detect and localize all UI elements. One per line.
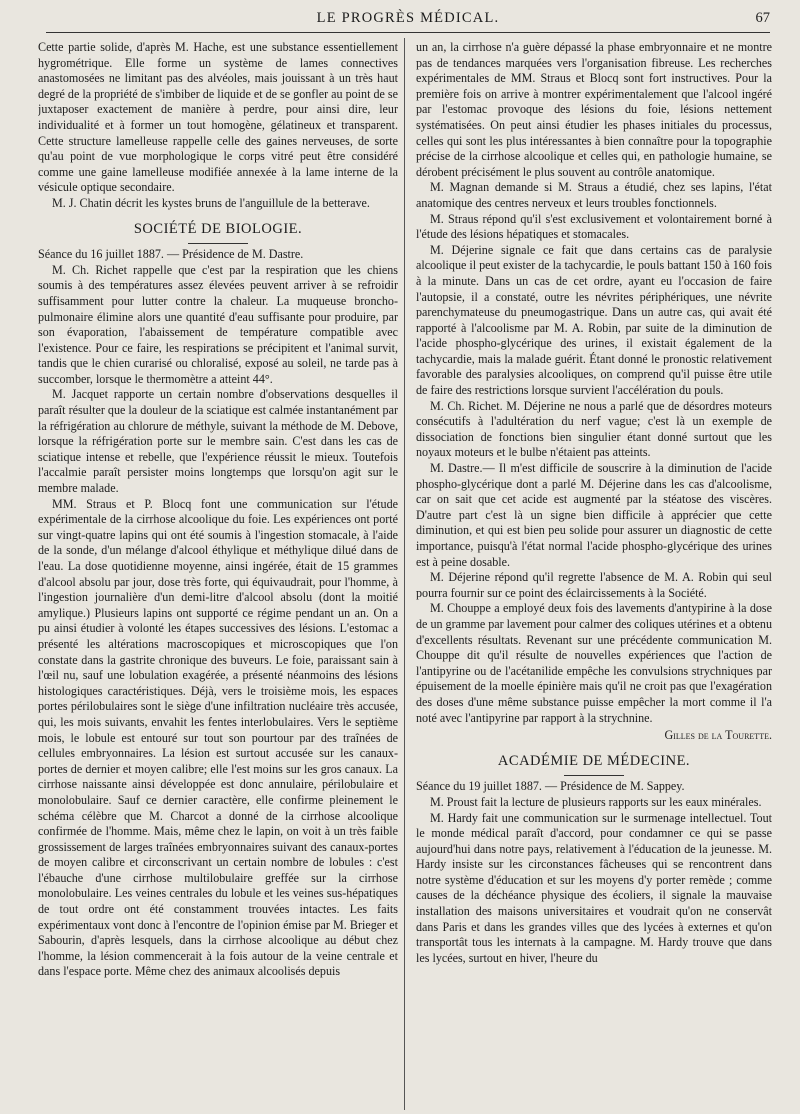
paragraph: M. Ch. Richet. M. Déjerine ne nous a parlé que de désordres moteurs consécutifs à l'adultération du nerf vague; c'est là un exemple de dissociation de fonctions bien singulier étant donné surtout que les noyaux moteurs et le bulbe n'étaient pas atteints. (416, 398, 772, 460)
section-rule (564, 775, 624, 776)
paragraph: M. Dastre.— Il m'est difficile de souscrire à la diminution de l'acide phospho-glycérique dont a parlé M. Déjerine dans les cas d'alcoolisme, car on sait que cet acide est augmenté par la stéatose des viscères. D'autre part c'est là un signe bien difficile à apprécier que cette diminution, et qui est bien peu solide pour assurer un diagnostic de cette importance, puisqu'à l'état normal l'acide phospho-glycérique des urines est à peine dosable. (416, 461, 772, 569)
paragraph: M. Hardy fait une communication sur le surmenage intellectuel. Tout le monde médical paraît d'accord, pour condamner ce qui se passe aujourd'hui dans notre pays, relativement à l'éducation de la jeunesse. M. Hardy insiste sur les circonstances fâcheuses qui se rencontrent dans notre système d'éducation et sur les moyens d'y porter remède ; comme causes de la déchéance physique des écoliers, il signale la mauvaise installation des maisons universitaires et voudrait qu'on ne conservât dans Paris et dans les grandes villes que des lycées à externes et qu'on transportât tous les internats à la campagne. M. Hardy trouve que dans les lycées, surtout en hiver, l'heure du (416, 810, 772, 965)
paragraph: M. Proust fait la lecture de plusieurs rapports sur les eaux minérales. (430, 794, 762, 809)
session-line: Séance du 16 juillet 1887. — Présidence de M. Dastre. (38, 247, 304, 262)
paragraph: M. Ch. Richet rappelle que c'est par la respiration que les chiens soumis à des températures assez élevées peuvent arriver à se refroidir suffisamment pour lutter contre la chaleur. La muqueuse broncho-pulmonaire élimine alors une quantité d'eau suffisante pour produire, par son évaporation, l'abaissement de température compatible avec l'existence. Pour ce faire, les respirations se précipitent et l'animal survit, tandis que le chien curarisé ou chloralisé, exposé au soleil, ne tarde pas à succomber, lorsque le thermomètre a atteint 44°. (38, 262, 398, 386)
page-header (46, 8, 770, 33)
page-number: 67 (755, 10, 770, 26)
paragraph: MM. Straus et P. Blocq font une communication sur l'étude expérimentale de la cirrhose alcoolique du foie. Les expériences ont porté sur vingt-quatre lapins qui ont été soumis à l'ingestion stomacale, à l'aide de la sonde, d'un mélange d'alcool éthylique et méthylique dilué dans de l'eau. La dose quotidienne moyenne, ainsi ingérée, était de 15 grammes d'alcool absolu par jour, dose très forte, qui équivaudrait, pour l'homme, à l'ingestion journalière d'un demi-litre d'alcool absolu (dont la moitié amylique.) Plusieurs lapins ont supporté ce régime pendant un an. On a pu ainsi étudier à volonté les étapes successives des lésions. L'estomac a présenté les altérations macroscopiques et microscopiques que l'on constate dans la gastrite chronique des buveurs. Le foie, paraissant sain à l'œil nu, sauf une lobulation exagérée, a présenté néanmoins des lésions histologiques caractéristiques. Déjà, vers le troisième mois, les espaces portes périlobulaires sont le siège d'une infiltration nucléaire très accusée, qui, les mois suivants, envahit les fentes interlobulaires. Vers le septième mois, le lobule est entouré sur tout son pourtour par des traînées de cellules embryonnaires. La lésion est surtout accusée sur les canaux-portes de dernier et moyen calibre; elle l'est moins sur les gros canaux. La cirrhose naissante ainsi développée est donc annulaire, périlobulaire et monolobulaire. Sauf ce dernier caractère, elle confirme pleinement le schéma célèbre que M. Charcot a donné de la cirrhose alcoolique confirmée de l'homme. Mais, même chez le lapin, on voit à un très faible grossissement de larges traînées embryonnaires suivant des canaux-portes de moyen calibre et circonscrivant un certain nombre de lobules : c'est l'ébauche d'une cirrhose multilobulaire greffée sur la cirrhose monolobulaire. Les veines centrales du lobule et les veines sus-hépatiques de tout ordre ont été constamment trouvées intactes. Les faits expérimentaux vont donc à l'encontre de l'opinion émise par M. Brieger et Sabourin, d'après lesquels, dans la cirrhose alcoolique au début chez l'homme, la lésion commencerait à la fois autour de la veine centrale et dans l'espace porte. Même chez des animaux alcoolisés depuis (38, 496, 398, 979)
paragraph: M. Déjerine signale ce fait que dans certains cas de paralysie alcoolique il peut exister de la tachycardie, le pouls battant 150 à 160 fois à la minute. Dans un cas de cet ordre, ayant eu l'occasion de faire l'autopsie, il a constaté, outre les névrites périphériques, une névrite parenchymateuse du pneumogastrique. Dans un autre cas, qui avait été rapporté à l'alcoolisme par M. A. Robin, par suite de la diminution de l'acide phospho-glycérique des urines, il existait également de la tachycardie, mais la malade guérit. Étant donné le pronostic relativement favorable des paralysies alcooliques, on comprend qu'il puisse être utile de faire des restrictions lorsque survient l'accélération du pouls. (416, 242, 772, 398)
paragraph: un an, la cirrhose n'a guère dépassé la phase embryonnaire et ne montre pas de tendances marquées vers l'organisation fibreuse. Les recherches expérimentales de MM. Straus et Blocq sont fort instructives. Pour la première fois on arrive à montrer expérimentalement que l'alcool ingéré par l'estomac provoque des lésions du foie, lésions nettement systématisées. On peut ainsi étudier les phases initiales du processus, celles qui sont les plus intéressantes à bien connaître pour la topographie précise de la cirrhose alcoolique et celles qui, en pathologie humaine, se dérobent précisément le plus souvent au contrôle anatomique. (416, 40, 772, 179)
author-signature: Gilles de la Tourette. (664, 728, 772, 743)
paragraph: M. Straus répond qu'il s'est exclusivement et volontairement borné à l'étude des lésions hépatiques et stomacales. (416, 211, 772, 242)
section-heading: SOCIÉTÉ DE BIOLOGIE. (133, 220, 303, 237)
paragraph: M. J. Chatin décrit les kystes bruns de l'anguillule de la betterave. (52, 195, 370, 210)
column-divider (404, 38, 405, 1110)
journal-title: LE PROGRÈS MÉDICAL. (316, 10, 500, 26)
left-column (38, 40, 398, 1108)
paragraph: M. Magnan demande si M. Straus a étudié, chez ses lapins, l'état anatomique des centres nerveux et leurs troubles fonctionnels. (416, 180, 772, 210)
section-rule (188, 243, 248, 244)
paragraph: M. Jacquet rapporte un certain nombre d'observations desquelles il paraît résulter que la douleur de la sciatique est calmée instantanément par la réfrigération au chlorure de méthyle, suivant la méthode de M. Debove, lorsque la réfrigération porte sur le membre sain. C'est dans les cas de sciatique intense et rebelle, que l'expérience réussit le mieux. Toutefois l'accalmie paraît persister moins longtemps que lorsqu'on agit sur le membre malade. (38, 387, 398, 496)
right-column (416, 40, 772, 1108)
paragraph: M. Chouppe a employé deux fois des lavements d'antypirine à la dose de un gramme par lavement pour calmer des coliques utérines et a obtenu d'excellents résultats. Revenant sur une précédente communication M. Chouppe dit qu'il résulte de nouvelles expériences que l'action de l'antipyrine ou de l'acétanilide empêche les convulsions strychniques par épuisement de la moelle épinière mais qu'il ne croit pas que l'exagération des doses d'une même substance puisse empêcher la mort comme il l'a noté avec l'antipyrine par rapport à la strychnine. (416, 601, 772, 725)
session-line: Séance du 19 juillet 1887. — Présidence de M. Sappey. (416, 779, 685, 794)
section-heading: ACADÉMIE DE MÉDECINE. (497, 752, 691, 769)
paragraph: M. Déjerine répond qu'il regrette l'absence de M. A. Robin qui seul pourra fournir sur ce point des éclaircissements à la Société. (416, 570, 772, 600)
paragraph: Cette partie solide, d'après M. Hache, est une substance essentiellement hygrométrique. Elle forme un système de lames connectives anastomosées ne limitant pas des alvéoles, mais jouissant à un très haut degré de la propriété de s'imbiber de liquide et de se gonfler au point de se juxtaposer exactement de manière à perdre, pour ainsi dire, leur individualité et à former un tout homogène, gélatineux et transparent. Cette structure lamelleuse rappelle celle des gaines nerveuses, de sorte qu'au point de vue morphologique le corps vitré peut être considéré comme une gaine lamelleuse modifiée annexée à la lame interne de la vésicule optique secondaire. (38, 40, 398, 195)
